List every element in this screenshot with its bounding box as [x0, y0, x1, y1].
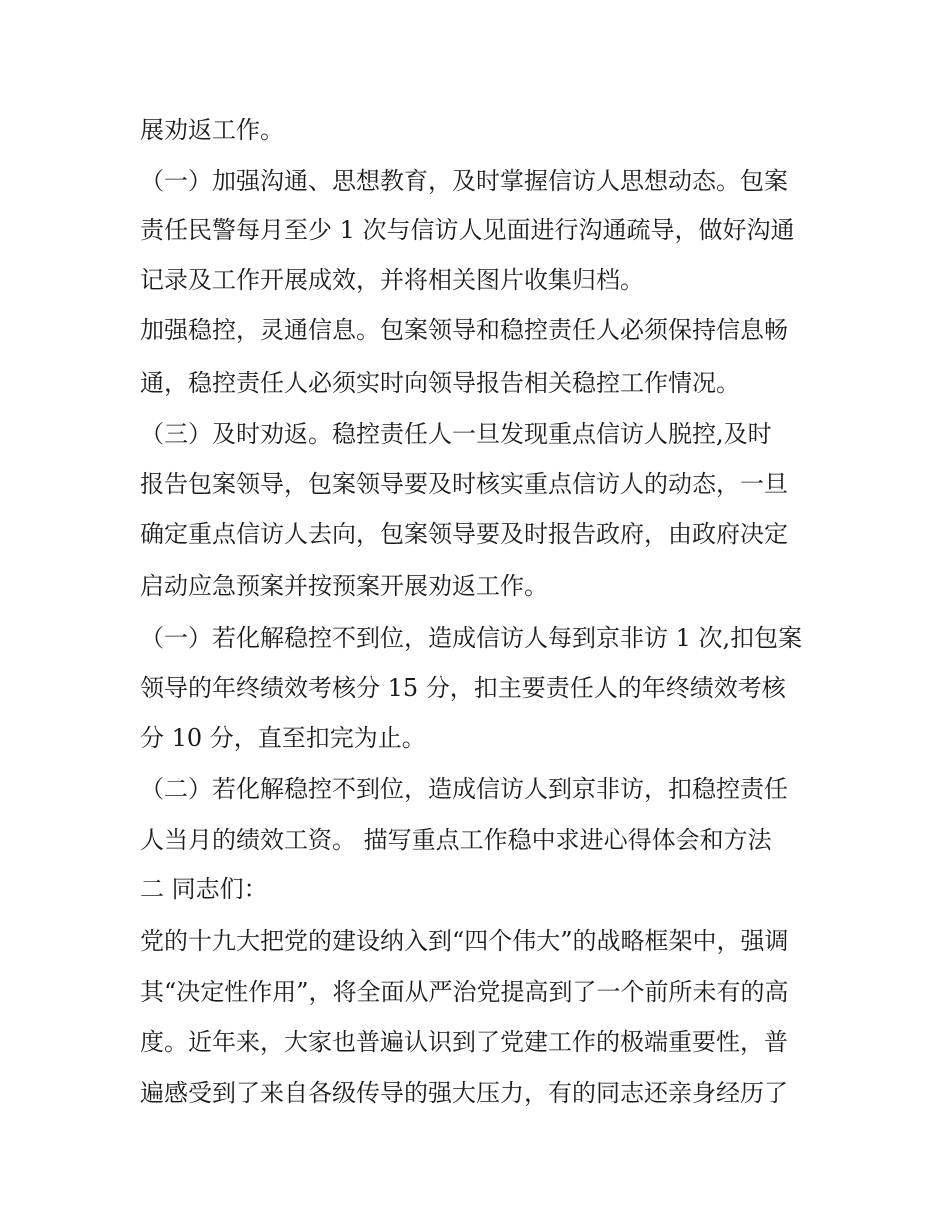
text-line: 展劝返工作。: [140, 116, 284, 144]
text-line: 通，稳控责任人必须实时向领导报告相关稳控工作情况。: [140, 369, 740, 397]
text-line: 党的十九大把党的建设纳入到“四个伟大”的战略框架中，强调: [140, 927, 789, 955]
text-line: （一）若化解稳控不到位，造成信访人每到京非访 1 次,扣包案: [140, 624, 803, 652]
text-line: 加强稳控，灵通信息。包案领导和稳控责任人必须保持信息畅: [140, 316, 788, 344]
text-line: 确定重点信访人去向，包案领导要及时报告政府，由政府决定: [140, 520, 788, 548]
text-line: 度。近年来，大家也普遍认识到了党建工作的极端重要性，普: [140, 1028, 788, 1056]
text-line: 报告包案领导，包案领导要及时核实重点信访人的动态，一旦: [140, 470, 788, 498]
text-line: 遍感受到了来自各级传导的强大压力，有的同志还亲身经历了: [140, 1079, 788, 1107]
text-line: 人当月的绩效工资。 描写重点工作稳中求进心得体会和方法: [140, 826, 772, 854]
text-line: 其“决定性作用”，将全面从严治党提高到了一个前所未有的高: [140, 978, 789, 1006]
text-line: （三）及时劝返。稳控责任人一旦发现重点信访人脱控,及时: [140, 420, 772, 448]
text-line: 分 10 分，直至扣完为止。: [140, 724, 426, 752]
text-line: （二）若化解稳控不到位，造成信访人到京非访，扣稳控责任: [140, 775, 788, 803]
text-line: 记录及工作开展成效，并将相关图片收集归档。: [140, 266, 644, 294]
text-line: 领导的年终绩效考核分 15 分，扣主要责任人的年终绩效考核: [140, 674, 786, 702]
text-line: 责任民警每月至少 1 次与信访人见面进行沟通疏导，做好沟通: [140, 216, 795, 244]
text-line: 二 同志们：: [140, 875, 268, 903]
text-line: （一）加强沟通、思想教育，及时掌握信访人思想动态。包案: [140, 167, 788, 195]
text-line: 启动应急预案并按预案开展劝返工作。: [140, 572, 548, 600]
